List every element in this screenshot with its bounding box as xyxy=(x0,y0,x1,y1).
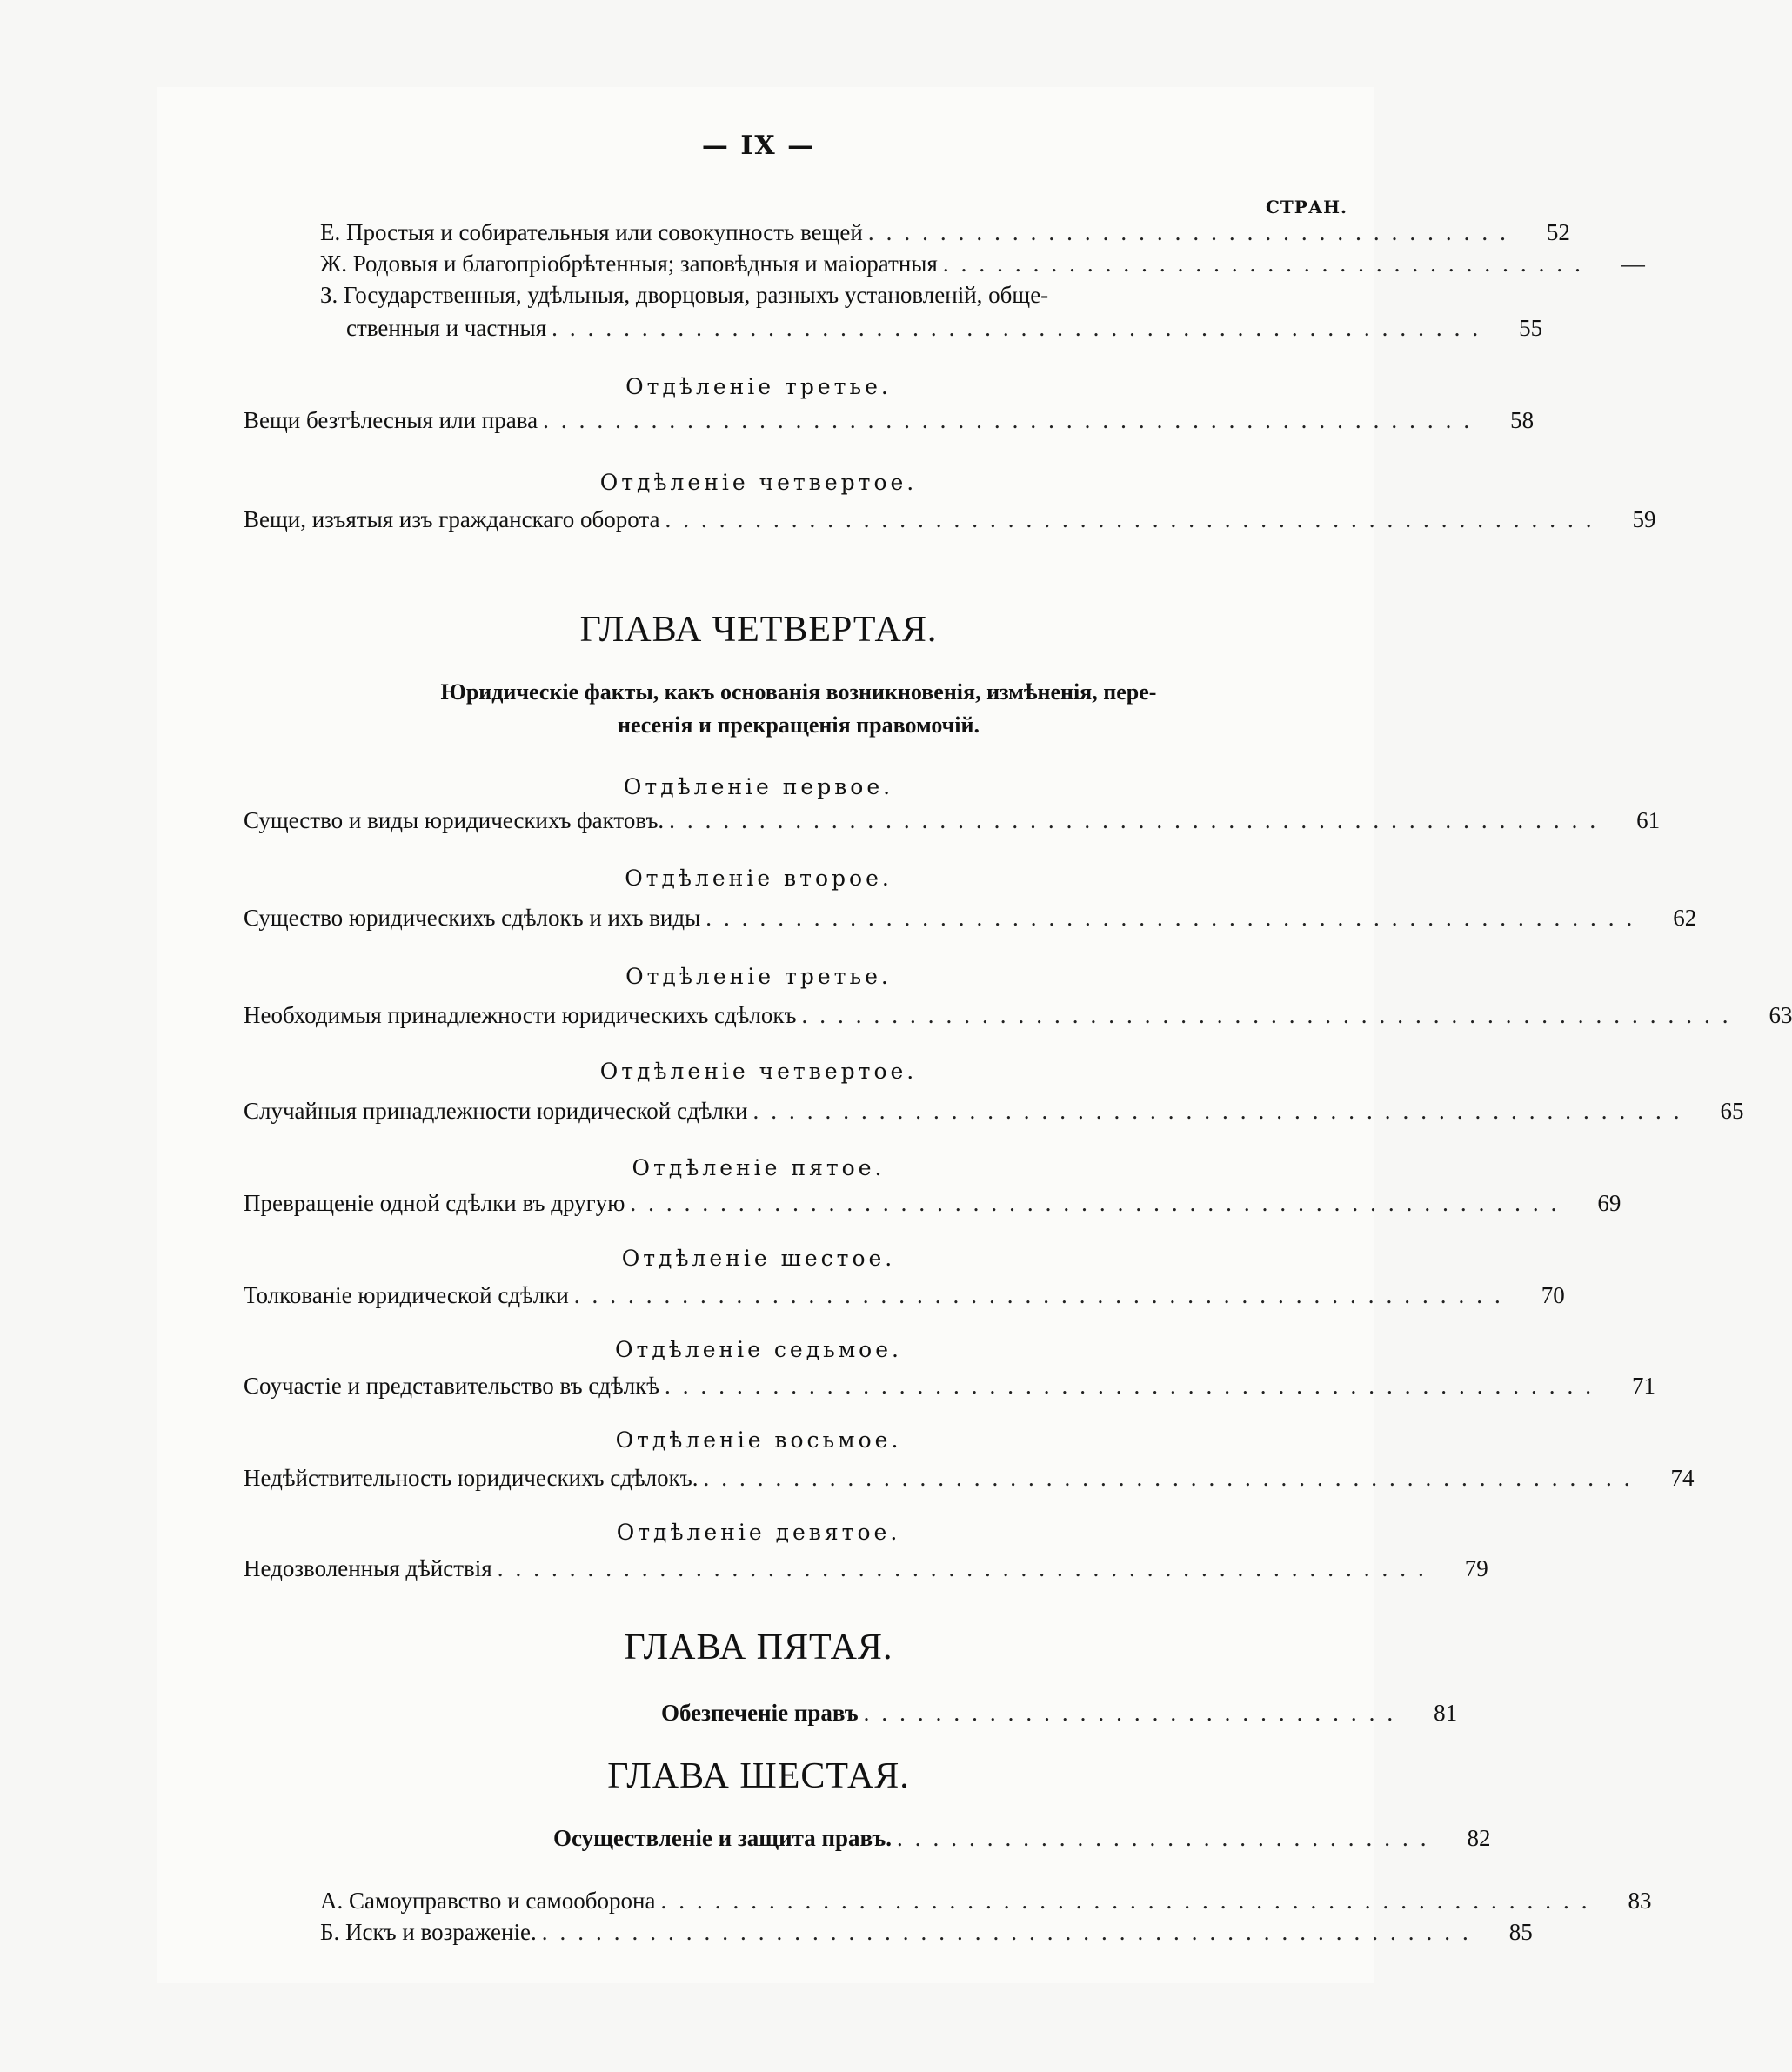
toc-entry-page: 61 xyxy=(1636,807,1661,833)
toc-entry-page: 55 xyxy=(1519,315,1543,341)
dot-leader: .................................................... xyxy=(630,1190,1569,1216)
dot-leader: .................................................... xyxy=(669,807,1608,833)
toc-entry xyxy=(244,1094,1744,1127)
chapter-title: ГЛАВА ЧЕТВЕРТАЯ. xyxy=(579,610,938,650)
chapter-subtitle-line: несенія и прекращенія правомочій. xyxy=(617,712,980,738)
toc-entry xyxy=(661,1696,1458,1729)
toc-entry xyxy=(244,1369,1655,1402)
section-heading: Отдѣленіе седьмое. xyxy=(615,1337,902,1362)
chapter-subtitle-line: Юридическіе факты, какъ основанія возникновенія, измѣненія, пере- xyxy=(440,679,1157,705)
toc-entry-text: Соучастіе и представительство въ сдѣлкѣ xyxy=(244,1373,659,1399)
toc-entry-page: 62 xyxy=(1673,905,1697,931)
dot-leader: .................................................... xyxy=(665,506,1604,532)
toc-entry-text: Осуществленіе и защита правъ. xyxy=(553,1825,892,1851)
toc-entry-text: А. Самоуправство и самооборона xyxy=(320,1888,656,1914)
toc-entry-page: 83 xyxy=(1628,1888,1652,1914)
toc-entry xyxy=(244,804,1661,837)
dot-leader: .............................. xyxy=(896,1825,1439,1851)
section-heading: Отдѣленіе восьмое. xyxy=(615,1427,902,1453)
toc-entry-b xyxy=(320,1915,1533,1948)
toc-entry-page: 59 xyxy=(1632,506,1656,532)
toc-entry-page: 52 xyxy=(1546,219,1570,245)
toc-entry xyxy=(244,999,1792,1032)
chapter-title: ГЛАВА ШЕСТАЯ. xyxy=(607,1756,910,1796)
toc-entry xyxy=(553,1821,1491,1855)
toc-entry-page: 85 xyxy=(1508,1919,1533,1945)
toc-entry xyxy=(244,901,1697,934)
section-heading: Отдѣленіе третье. xyxy=(625,374,892,399)
toc-entry-page: 70 xyxy=(1541,1282,1565,1308)
dot-leader: .................................................... xyxy=(703,1465,1642,1491)
dot-leader: .................................................... xyxy=(801,1002,1741,1028)
toc-entry-text: Недозволенныя дѣйствія xyxy=(244,1555,492,1581)
toc-entry-z xyxy=(320,278,1543,344)
dot-leader: .................................................... xyxy=(660,1888,1600,1914)
toc-entry xyxy=(244,1279,1565,1312)
toc-entry-text: Превращеніе одной сдѣлки въ другую xyxy=(244,1190,625,1216)
toc-entry-text: Существо юридическихъ сдѣлокъ и ихъ виды xyxy=(244,905,701,931)
toc-entry xyxy=(244,503,1656,536)
toc-entry-page: 58 xyxy=(1510,407,1535,433)
toc-entry-page: 81 xyxy=(1434,1700,1458,1726)
toc-entry-page: 63 xyxy=(1769,1002,1792,1028)
dot-leader: .................................................... xyxy=(573,1282,1513,1308)
dot-leader: .................................................... xyxy=(497,1555,1436,1581)
section-heading: Отдѣленіе четвертое. xyxy=(599,470,918,495)
toc-entry-text: З. Государственныя, удѣльныя, дворцовыя, разныхъ установленій, обще- xyxy=(320,282,1049,308)
dot-leader: .............................. xyxy=(863,1700,1406,1726)
toc-entry xyxy=(244,1461,1695,1494)
dot-leader: .................................................... xyxy=(543,407,1482,433)
toc-entry xyxy=(244,404,1535,437)
chapter-subtitle xyxy=(320,676,1277,742)
toc-entry-text: Существо и виды юридическихъ фактовъ. xyxy=(244,807,665,833)
section-heading: Отдѣленіе пятое. xyxy=(632,1155,886,1180)
page-number: — IX — xyxy=(701,130,816,161)
toc-entry-text: Недѣйствительность юридическихъ сдѣлокъ. xyxy=(244,1465,699,1491)
toc-entry xyxy=(244,1552,1488,1585)
section-heading: Отдѣленіе девятое. xyxy=(616,1520,901,1545)
toc-entry-page: 65 xyxy=(1720,1098,1744,1124)
toc-entry-page: 69 xyxy=(1597,1190,1621,1216)
toc-entry-page: 79 xyxy=(1464,1555,1488,1581)
toc-entry-page: — xyxy=(1621,251,1645,277)
toc-entry-text-cont: ственныя и частныя xyxy=(346,315,547,341)
toc-entry-e xyxy=(320,216,1570,249)
toc-entry-zh xyxy=(320,247,1645,280)
dot-leader: .................................................... xyxy=(664,1373,1603,1399)
toc-entry-text: Толкованіе юридической сдѣлки xyxy=(244,1282,569,1308)
toc-entry-text: Б. Искъ и возраженіе. xyxy=(320,1919,537,1945)
dot-leader: .................................... xyxy=(867,219,1518,245)
section-heading: Отдѣленіе первое. xyxy=(623,774,894,799)
toc-entry-text: Обезпеченіе правъ xyxy=(661,1700,859,1726)
dot-leader: .................................................... xyxy=(752,1098,1692,1124)
dot-leader: .................................................... xyxy=(552,315,1491,341)
chapter-title: ГЛАВА ПЯТАЯ. xyxy=(624,1628,893,1668)
dot-leader: .................................... xyxy=(942,251,1593,277)
toc-entry-page: 71 xyxy=(1631,1373,1655,1399)
toc-entry-page: 82 xyxy=(1467,1825,1491,1851)
toc-entry xyxy=(244,1186,1621,1220)
section-heading: Отдѣленіе второе. xyxy=(625,866,893,891)
toc-entry-text: Необходимыя принадлежности юридическихъ сдѣлокъ xyxy=(244,1002,797,1028)
toc-entry-text: Ж. Родовыя и благопріобрѣтенныя; заповѣдныя и маіоратныя xyxy=(320,251,938,277)
page-column-label: СТРАН. xyxy=(1266,197,1347,217)
toc-entry-text: Е. Простыя и собирательныя или совокупность вещей xyxy=(320,219,863,245)
toc-entry-text: Случайныя принадлежности юридической сдѣлки xyxy=(244,1098,748,1124)
toc-entry-text: Вещи, изъятыя изъ гражданскаго оборота xyxy=(244,506,660,532)
toc-entry-text: Вещи безтѣлесныя или права xyxy=(244,407,538,433)
toc-entry-a xyxy=(320,1884,1652,1917)
section-heading: Отдѣленіе четвертое. xyxy=(599,1059,918,1084)
dot-leader: .................................................... xyxy=(541,1919,1481,1945)
section-heading: Отдѣленіе шестое. xyxy=(621,1246,896,1271)
section-heading: Отдѣленіе третье. xyxy=(625,964,892,989)
toc-entry-page: 74 xyxy=(1670,1465,1695,1491)
dot-leader: .................................................... xyxy=(705,905,1645,931)
